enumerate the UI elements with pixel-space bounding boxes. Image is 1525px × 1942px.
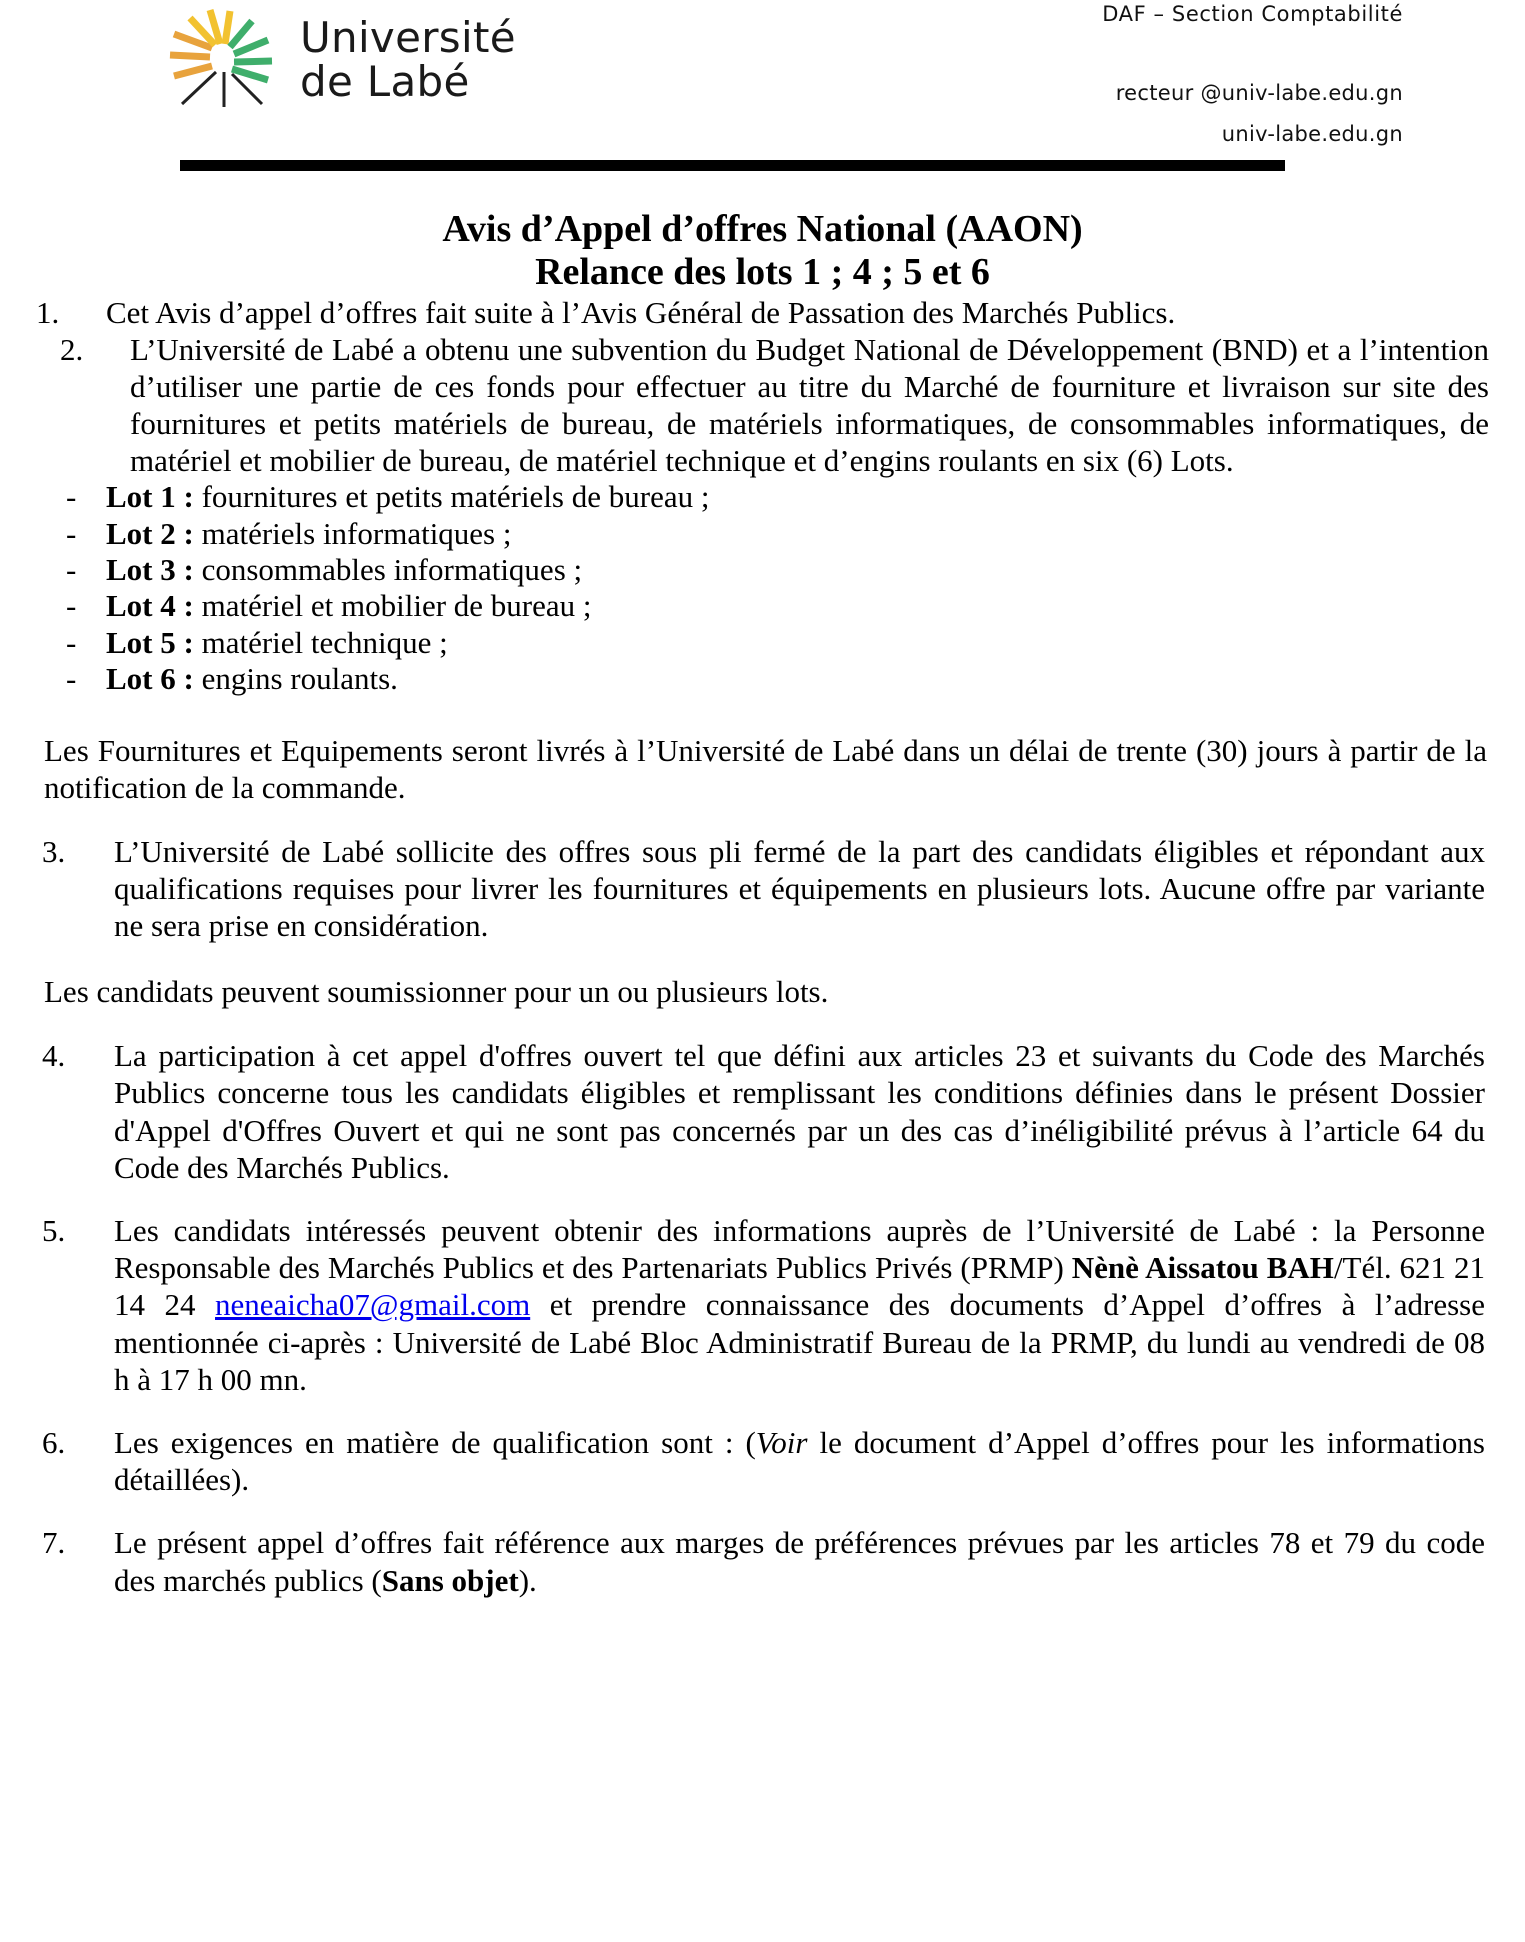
- lot-label: Lot 4 :: [106, 588, 194, 624]
- list-item: [36, 588, 1489, 624]
- letterhead: [0, 0, 1525, 150]
- paragraph-5-text: [114, 1212, 1485, 1398]
- lot-description: fournitures et petits matériels de bureau ;: [201, 479, 710, 515]
- paragraph-3-text: L’Université de Labé sollicite des offres sous pli fermé de la part des candidats éligibles et répondant aux qualifications requises pour livrer les fournitures et équipements en plusieurs lots. Aucune offre par variante ne sera prise en considération.: [114, 833, 1485, 944]
- document-body: [0, 196, 1525, 1639]
- page-title: Avis d’Appel d’offres National (AAON): [442, 208, 1083, 250]
- lot-description: consommables informatiques ;: [201, 552, 583, 587]
- contact-email-link[interactable]: neneaicha07@gmail.com: [215, 1287, 531, 1323]
- contact-block: [1102, 0, 1403, 145]
- lot-description: matériels informatiques ;: [201, 515, 512, 551]
- paragraph-2-number: 2.: [60, 331, 84, 367]
- university-logo: [168, 8, 516, 112]
- paragraph-7-number: 7.: [42, 1525, 66, 1561]
- list-item: [36, 661, 1489, 697]
- university-name-line2: de Labé: [300, 57, 470, 106]
- paragraph-3-number: 3.: [42, 833, 66, 869]
- list-bullet-dash: -: [66, 552, 77, 587]
- paragraph-5-text-part-3: et prendre connaissance des documents d’Appel d’offres à l’adresse mentionnée ci-après : Université de Labé Bloc Administratif Bureau de la PRMP, du lundi au vendredi de 08 h à 17 h 00 mn.: [114, 1287, 1485, 1397]
- paragraph-5-text-part-1: Les candidats intéressés peuvent obtenir des informations auprès de l’Université de Labé : la Personne Responsable des Marchés Publics et des Partenariats Publics Privés (PRMP): [114, 1213, 1485, 1286]
- paragraph-1-text: Cet Avis d’appel d’offres fait suite à l’Avis Général de Passation des Marchés Publics.: [106, 295, 1176, 331]
- list-bullet-dash: -: [66, 660, 77, 696]
- paragraph-4-text: La participation à cet appel d'offres ouvert tel que défini aux articles 23 et suivants du Code des Marchés Publics concerne tous les candidats éligibles et remplissant les conditions définies dans le présent Dossier d'Appel d'Offres Ouvert et qui ne sont pas concernés par un des cas d’inéligibilité prévus à l’article 64 du Code des Marchés Publics.: [114, 1038, 1485, 1185]
- lot-label: Lot 2 :: [106, 515, 194, 551]
- paragraph-6-text-part-2: le document d’Appel d’offres pour les informations détaillées).: [114, 1424, 1485, 1498]
- list-bullet-dash: -: [66, 515, 77, 551]
- header-email: recteur @univ-labe.edu.gn: [1115, 81, 1403, 105]
- sunburst-logo-icon: [168, 8, 286, 112]
- paragraph-6: [36, 1424, 1489, 1498]
- paragraph-4: [36, 1037, 1489, 1186]
- paragraph-1-number: 1.: [36, 295, 60, 331]
- list-item: [36, 552, 1489, 588]
- paragraph-2-text: L’Université de Labé a obtenu une subvention du Budget National de Développement (BND) et a l’intention d’utiliser une partie de ces fonds pour effectuer au titre du Marché de fourniture et livraison sur site des fournitures et petits matériels de bureau, de matériels informatiques, de consommables informatiques, de matériel et mobilier de bureau, de matériel technique et d’engins roulants en six (6) Lots.: [130, 331, 1489, 478]
- paragraph-5-number: 5.: [42, 1213, 66, 1248]
- header-website: univ-labe.edu.gn: [1221, 122, 1403, 146]
- list-bullet-dash: -: [66, 588, 77, 624]
- lot-description: matériel et mobilier de bureau ;: [201, 588, 592, 624]
- page-subtitle: Relance des lots 1 ; 4 ; 5 et 6: [535, 250, 990, 293]
- delivery-note: Les Fournitures et Equipements seront livrés à l’Université de Labé dans un délai de trente (30) jours à partir de la notification de la commande.: [44, 733, 1487, 805]
- lot-description: engins roulants.: [201, 660, 398, 696]
- paragraph-7: [36, 1524, 1489, 1598]
- paragraph-7-text: [114, 1524, 1485, 1598]
- paragraph-4-number: 4.: [42, 1038, 66, 1074]
- lot-list: [36, 479, 1489, 697]
- lot-label: Lot 5 :: [106, 624, 194, 660]
- lot-description: matériel technique ;: [201, 624, 448, 660]
- department-label: DAF – Section Comptabilité: [1102, 2, 1403, 26]
- paragraph-7-text-part-2: ).: [518, 1562, 537, 1598]
- paragraph-5-phone: /Tél. 621 21 14 24: [114, 1250, 1486, 1323]
- header-divider-rule: [180, 160, 1285, 171]
- prmp-contact-name: Nènè Aissatou BAH: [1071, 1250, 1334, 1286]
- lot-label: Lot 1 :: [106, 479, 194, 515]
- paragraph-6-italic-voir: Voir: [755, 1424, 808, 1460]
- paragraph-7-text-part-1: Le présent appel d’offres fait référence aux marges de préférences prévues par les articles 78 et 79 du code des marchés publics (: [114, 1525, 1485, 1598]
- university-name-line1: Université: [300, 13, 516, 63]
- list-item: [36, 516, 1489, 552]
- university-name: [300, 13, 516, 106]
- paragraph-6-number: 6.: [42, 1424, 66, 1460]
- paragraph-2: [36, 332, 1489, 480]
- lot-label: Lot 3 :: [106, 552, 194, 587]
- paragraph-6-text: [114, 1424, 1485, 1498]
- lot-label: Lot 6 :: [106, 660, 194, 696]
- paragraph-3: [36, 833, 1489, 945]
- list-item: [36, 625, 1489, 661]
- multi-lot-note: Les candidats peuvent soumissionner pour un ou plusieurs lots.: [44, 974, 829, 1010]
- list-bullet-dash: -: [66, 479, 77, 515]
- paragraph-6-text-part-1: Les exigences en matière de qualification sont : (: [114, 1424, 756, 1460]
- list-bullet-dash: -: [66, 624, 77, 660]
- paragraph-5: [36, 1212, 1489, 1398]
- paragraph-7-bold-sans-objet: Sans objet: [381, 1562, 519, 1598]
- paragraph-1: [36, 295, 1489, 332]
- list-item: [36, 479, 1489, 515]
